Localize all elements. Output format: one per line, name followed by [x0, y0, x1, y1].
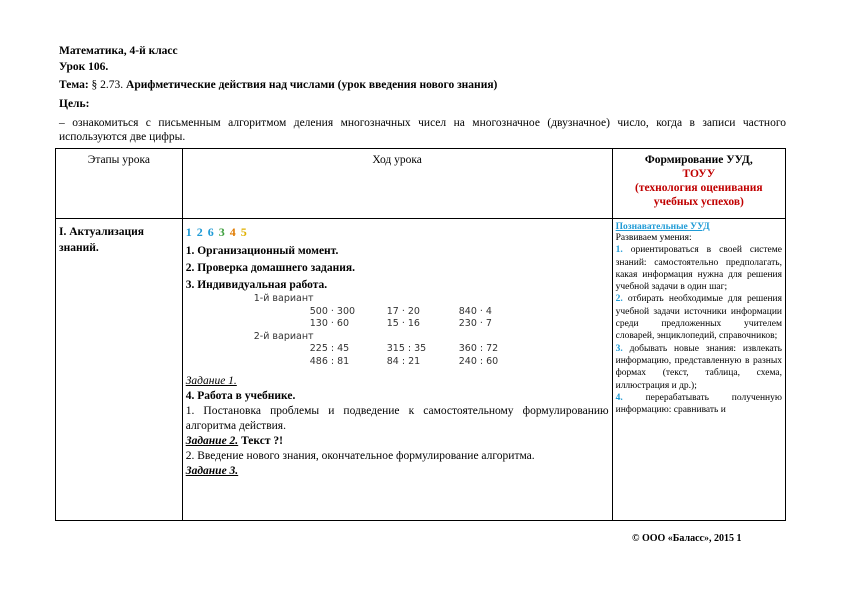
task-2-line: [186, 434, 609, 449]
item-1: 1. Постановка проблемы и подведение к самостоятельному формулированию алгоритма действия.: [185, 405, 609, 432]
uud-item-text: отбирать необходимые для решения учебной задачи источники информации среди предложенных учителем словарей, энциклопедий, справочников;: [615, 294, 783, 342]
goal-label: Цель:: [59, 98, 90, 110]
uud-item: [616, 293, 782, 342]
expression: 486 : 81: [309, 355, 350, 367]
stage-cell: [56, 219, 183, 521]
topic-line: [59, 78, 497, 92]
ttouu-numbers: [186, 225, 609, 240]
task-2-link: Задание 2.: [185, 435, 239, 447]
uud-item: [616, 244, 782, 293]
topic-text: Арифметические действия над числами (урок введения нового знания): [126, 79, 498, 91]
expression: 360 : 72: [458, 343, 499, 354]
uud-item: [616, 343, 782, 392]
uud-item: [616, 392, 782, 417]
variant-2-grid: [310, 343, 609, 368]
ttouu-number: 2: [196, 225, 204, 239]
ttouu-number: 4: [229, 225, 237, 239]
table-row: [56, 219, 786, 521]
uud-cell: [612, 219, 785, 521]
task-3-link: Задание 3.: [185, 465, 239, 477]
expression: 84 : 21: [386, 355, 421, 367]
expression: 130 · 60: [309, 318, 350, 329]
expression: 315 : 35: [386, 343, 427, 354]
expression: 840 · 4: [458, 305, 492, 317]
step-4: 4. Работа в учебнике.: [185, 390, 296, 402]
header-uud-line3: (технология оценивания учебных успехов): [634, 182, 763, 208]
header-lesson-flow: Ход урока: [182, 149, 612, 219]
uud-item-number: 2.: [615, 294, 623, 305]
lesson-line: Урок 106.: [59, 61, 109, 73]
uud-item-text: ориентироваться в своей системе знаний: самостоятельно предполагать, какая информация нужна для решения учебной задачи в один шаг;: [615, 245, 782, 293]
uud-item-text: перерабатывать полученную информацию: сравнивать и: [615, 392, 782, 416]
expression: 15 · 16: [386, 318, 420, 329]
variant-1-label: 1-й вариант: [253, 293, 314, 304]
step-3: 3. Индивидуальная работа.: [185, 279, 328, 291]
expression: 230 · 7: [458, 318, 492, 329]
header-uud: [612, 149, 785, 219]
ttouu-number: 3: [218, 225, 226, 239]
uud-item-text: добывать новые знания: извлекать информацию, представленную в разных формах (текст, таблица, схема, иллюстрация и др.);: [615, 343, 782, 391]
task-1-link: Задание 1.: [185, 375, 237, 387]
variant-2-label: 2-й вариант: [253, 330, 314, 342]
table-header-row: [56, 149, 786, 219]
footer-copyright: © ООО «Баласс», 2015 1: [632, 533, 742, 544]
header-uud-line1: Формирование УУД,: [644, 154, 753, 166]
stage-title: I. Актуализация знаний.: [59, 226, 145, 254]
ttouu-number: 1: [185, 225, 193, 239]
lesson-table: [55, 148, 786, 521]
expression: 17 · 20: [386, 305, 420, 317]
expression: 225 : 45: [309, 343, 350, 354]
task-2-text: Текст ?!: [241, 435, 283, 447]
uud-title: Познавательные УУД: [615, 222, 710, 232]
header-stages: Этапы урока: [56, 149, 183, 219]
variant-1-grid: [310, 306, 609, 331]
step-1: 1. Организационный момент.: [185, 245, 339, 257]
subject-line: Математика, 4-й класс: [59, 45, 178, 57]
header-uud-line2: ТОУУ: [682, 168, 716, 180]
step-2: 2. Проверка домашнего задания.: [185, 262, 355, 274]
ttouu-number: 5: [240, 225, 248, 239]
lesson-flow-cell: [182, 219, 612, 521]
item-2: 2. Введение нового знания, окончательное формулирование алгоритма.: [185, 450, 535, 462]
ttouu-number: 6: [207, 225, 215, 239]
uud-intro: Развиваем умения:: [615, 233, 692, 243]
uud-item-number: 4.: [615, 392, 623, 403]
topic-label: Тема:: [59, 79, 89, 91]
topic-section: § 2.73.: [91, 79, 124, 91]
uud-item-number: 3.: [615, 343, 623, 354]
uud-item-number: 1.: [615, 245, 623, 256]
expression: 240 : 60: [458, 355, 499, 367]
expression: 500 · 300: [309, 305, 356, 317]
goal-text: – ознакомиться с письменным алгоритмом деления многозначных чисел на многозначное (двузначное) число, когда в записи частного используются две цифры.: [59, 117, 786, 143]
